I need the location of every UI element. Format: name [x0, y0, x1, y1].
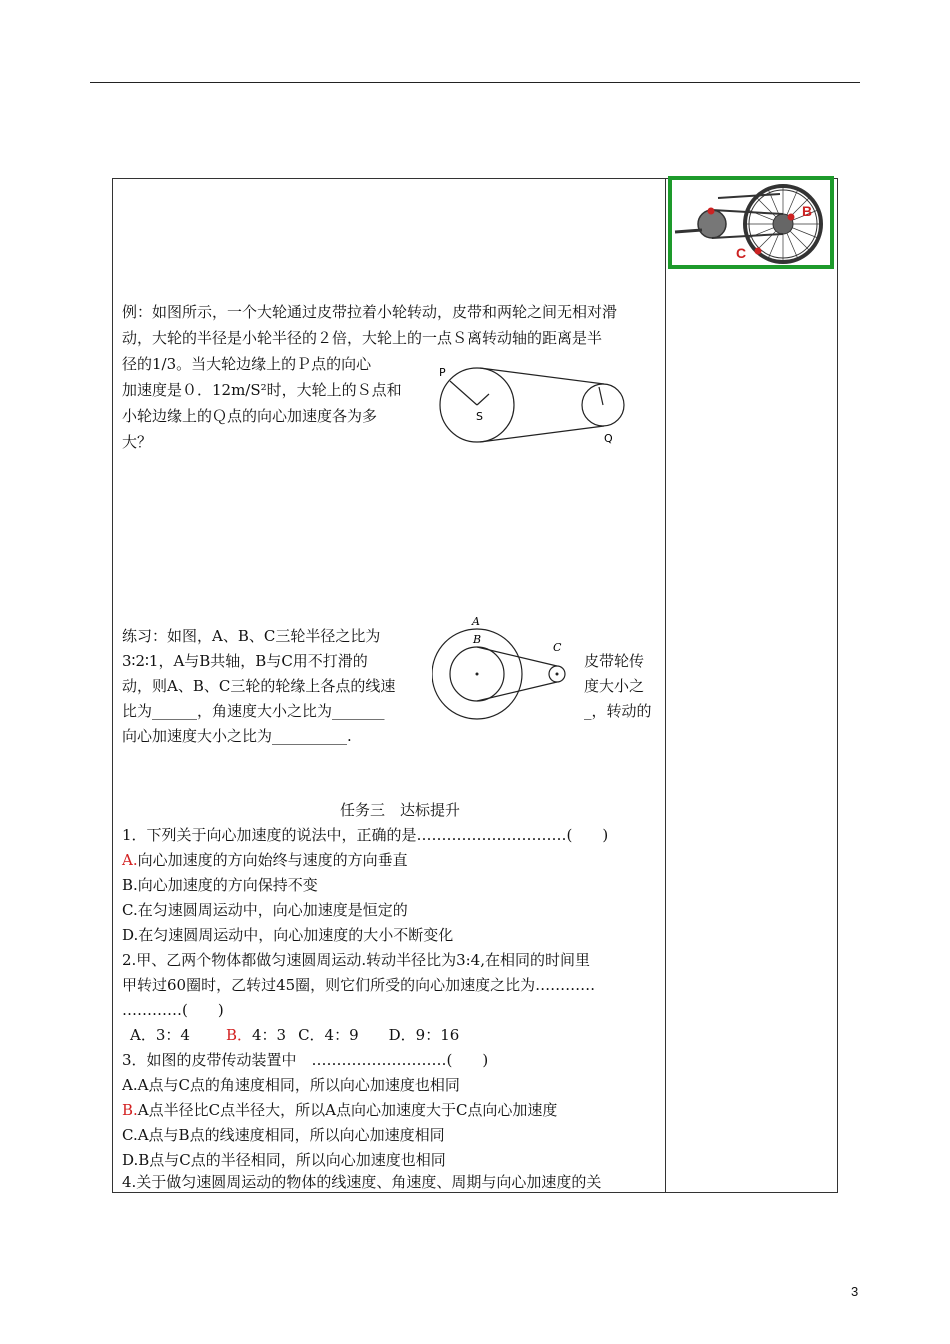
- q2-line-1: 2.甲、乙两个物体都做匀速圆周运动.转动半径比为3:4,在相同的时间里: [122, 951, 590, 969]
- practice-right-2: 度大小之: [584, 677, 645, 695]
- label-p: P: [439, 366, 446, 379]
- practice-line-4: 比为______，角速度大小之比为_______: [122, 702, 385, 720]
- table-column-divider: [665, 178, 666, 1193]
- task3-title: 任务三 达标提升: [340, 801, 461, 819]
- page-number: 3: [851, 1284, 859, 1299]
- q3-option-d: D.B点与C点的半径相同，所以向心加速度也相同: [122, 1151, 446, 1169]
- label-s: S: [476, 410, 483, 423]
- q2-line-3: …………( ): [122, 1001, 224, 1019]
- three-wheel-figure: [432, 612, 574, 732]
- label-a: A: [472, 615, 480, 628]
- example-line-1: 例：如图所示，一个大轮通过皮带拉着小轮转动，皮带和两轮之间无相对滑: [122, 303, 618, 321]
- example-line-3: 径的1/3。当大轮边缘上的Ｐ点的向心: [122, 355, 372, 373]
- belt-pulley-figure: [434, 358, 634, 448]
- label-c-wheel: C: [553, 641, 562, 654]
- q3-stem: 3．如图的皮带传动装置中 ………………………( ): [122, 1051, 489, 1069]
- label-q: Q: [604, 432, 613, 445]
- practice-line-2: 3∶2∶1，A与B共轴，B与C用不打滑的: [122, 652, 368, 670]
- q3-option-c: C.A点与B点的线速度相同，所以向心加速度相同: [122, 1126, 445, 1144]
- q3-option-b: B.A点半径比C点半径大，所以A点向心加速度大于C点向心加速度: [122, 1101, 558, 1119]
- q2-options: A．3：4 B．4：3 C．4：9 D．9：16: [130, 1026, 460, 1044]
- q1-option-c: C.在匀速圆周运动中，向心加速度是恒定的: [122, 901, 408, 919]
- q3-option-a: A.A点与C点的角速度相同，所以向心加速度也相同: [122, 1076, 460, 1094]
- practice-line-1: 练习：如图，A、B、C三轮半径之比为: [122, 627, 381, 645]
- label-b-wheel: B: [473, 633, 482, 646]
- q1-option-a: A.向心加速度的方向始终与速度的方向垂直: [122, 851, 408, 869]
- header-rule: [90, 82, 860, 83]
- label-b: B: [802, 203, 813, 219]
- q4-stem: 4.关于做匀速圆周运动的物体的线速度、角速度、周期与向心加速度的关: [122, 1173, 602, 1191]
- q1-option-b: B.向心加速度的方向保持不变: [122, 876, 318, 894]
- q1-stem: 1．下列关于向心加速度的说法中，正确的是…………………………( ): [122, 826, 609, 844]
- example-line-2: 动，大轮的半径是小轮半径的２倍，大轮上的一点Ｓ离转动轴的距离是半: [122, 329, 603, 347]
- q1-option-d: D.在匀速圆周运动中，向心加速度的大小不断变化: [122, 926, 454, 944]
- label-c: C: [736, 245, 747, 261]
- bicycle-wheel-figure: [668, 176, 834, 269]
- practice-line-5: 向心加速度大小之比为__________.: [122, 727, 352, 745]
- practice-line-3: 动，则A、B、C三轮的轮缘上各点的线速: [122, 677, 396, 695]
- practice-right-1: 皮带轮传: [584, 652, 645, 670]
- example-line-6: 大？: [122, 433, 153, 451]
- practice-right-3: _，转动的: [584, 702, 652, 720]
- example-line-4: 加速度是０．12m/S²时，大轮上的Ｓ点和: [122, 381, 402, 399]
- example-line-5: 小轮边缘上的Ｑ点的向心加速度各为多: [122, 407, 378, 425]
- q2-line-2: 甲转过60圈时，乙转过45圈，则它们所受的向心加速度之比为…………: [122, 976, 596, 994]
